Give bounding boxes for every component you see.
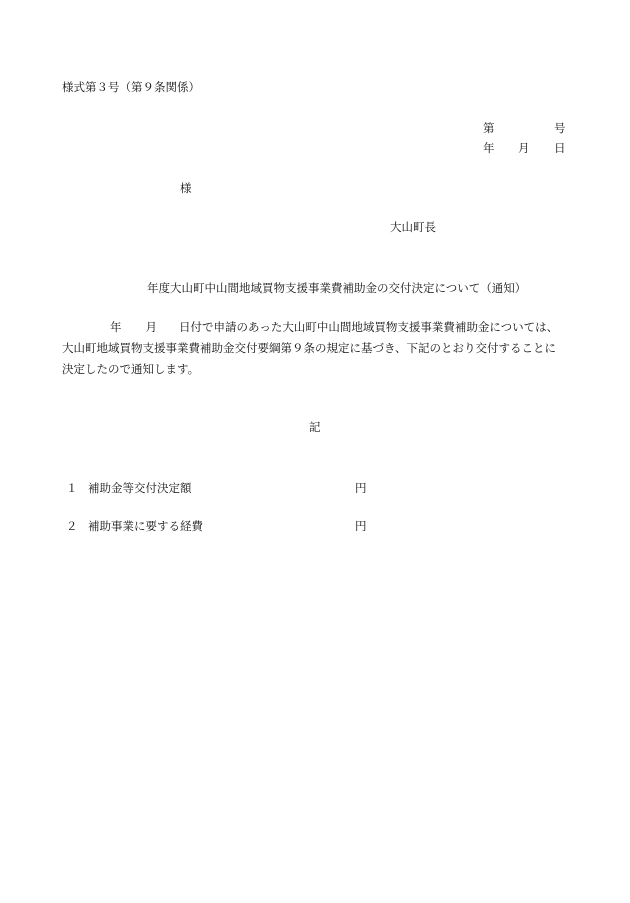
- item-number: １: [66, 481, 78, 495]
- body-line-3: 決定したので通知します。: [62, 362, 200, 376]
- item-unit: 円: [355, 481, 367, 495]
- body-month: 月: [145, 320, 157, 334]
- issue-date-day: 日: [554, 141, 566, 155]
- item-label: 補助事業に要する経費: [88, 519, 203, 533]
- issuer-name: 大山町長: [390, 220, 436, 234]
- body-year: 年: [110, 320, 122, 334]
- form-number: 様式第３号（第９条関係）: [62, 80, 200, 94]
- issue-date-month: 月: [518, 141, 530, 155]
- reference-number-suffix: 号: [554, 121, 566, 135]
- body-line-1: [62, 322, 558, 334]
- document-title: 年度大山町中山間地域買物支援事業費補助金の交付決定について（通知）: [147, 281, 527, 295]
- item-label: 補助金等交付決定額: [88, 481, 192, 495]
- body-day-text: 日付で申請のあった大山町中山間地域買物支援事業費補助金については、: [179, 320, 559, 334]
- item-number: ２: [66, 519, 78, 533]
- issue-date-year: 年: [483, 141, 495, 155]
- item-unit: 円: [355, 519, 367, 533]
- body-line-2: 大山町地域買物支援事業費補助金交付要綱第９条の規定に基づき、下記のとおり交付することに: [62, 341, 557, 355]
- addressee-honorific: 様: [180, 181, 192, 195]
- ki-heading: 記: [309, 420, 321, 434]
- reference-number-prefix: 第: [483, 121, 495, 135]
